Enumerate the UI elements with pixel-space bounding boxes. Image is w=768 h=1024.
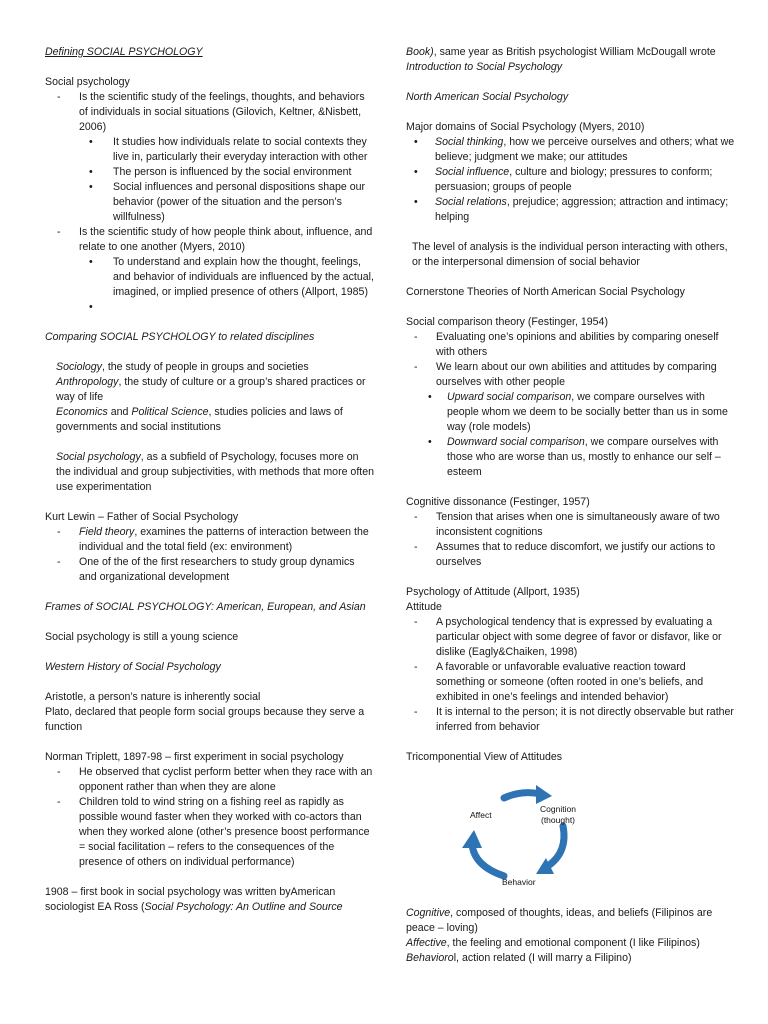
definition: , prejudice; aggression; attraction and intimacy; helping <box>435 196 729 223</box>
behavioral-line <box>406 951 736 966</box>
definition: , how we perceive ourselves and others; what we believe; judgment we make; our attitudes <box>435 136 735 163</box>
triplett-heading: Norman Triplett, 1897-98 – first experiment in social psychology <box>45 751 344 763</box>
definition: , the study of culture or a group’s shared practices or way of life <box>56 376 366 403</box>
cognition-text: Cognition <box>540 804 576 814</box>
book-title: Introduction to Social Psychology <box>406 61 563 73</box>
list-item: - We learn about our own abilities and attitudes by comparing ourselves with other people <box>406 360 736 390</box>
text: , same year as British psychologist William McDougall wrote <box>433 46 716 58</box>
anthropology-line <box>45 375 375 405</box>
definition-1: - Is the scientific study of the feelings, thoughts, and behaviors of individuals in social situations (Gilovich, Keltner, &Nisbett, 2006) <box>45 90 375 135</box>
list-item <box>406 390 736 435</box>
section-title-north-american: North American Social Psychology <box>406 91 569 103</box>
list-item: - Evaluating one’s opinions and abilities by comparing oneself with others <box>406 330 736 360</box>
list-item: - It is internal to the person; it is not directly observable but rather inferred from behavior <box>406 705 736 735</box>
book-title: Social Psychology: An Outline and Source <box>144 901 343 913</box>
list-item: - Children told to wind string on a fishing reel as rapidly as possible wound faster when they worked with co-actors than when they worked alone (other’s presence boost performance = social facilitation – refers to the consequences of the presence of others on individual performance) <box>45 795 375 870</box>
term: Cognitive <box>406 907 451 919</box>
term: Social relations <box>435 196 507 208</box>
attitude-heading: Psychology of Attitude (Allport, 1935) <box>406 586 580 598</box>
social-comparison-heading: Social comparison theory (Festinger, 1954) <box>406 316 608 328</box>
term: Social influence <box>435 166 510 178</box>
attitude-components <box>406 906 736 966</box>
analysis-paragraph: The level of analysis is the individual person interacting with others, or the interpersonal dimension of social behavior <box>412 241 728 268</box>
term: Affective <box>406 937 447 949</box>
domains-heading: Major domains of Social Psychology (Myers, 2010) <box>406 121 645 133</box>
affect-label: Affect <box>470 810 492 820</box>
cognitive-line <box>406 906 736 936</box>
behavior-label: Behavior <box>502 877 536 887</box>
book-continuation <box>406 45 736 75</box>
definition: , we compare ourselves with those who are worse than us, mostly to enhance our self – esteem <box>447 436 721 478</box>
term: Field theory <box>79 526 135 538</box>
sociology-line <box>45 360 375 375</box>
list-item: - A favorable or unfavorable evaluative reaction toward something or someone (often rooted in one’s beliefs, and exhibited in one’s feelings and intended behavior) <box>406 660 736 705</box>
list-item: • The person is influenced by the social environment <box>45 165 375 180</box>
social-psychology-line <box>45 450 375 495</box>
section-title-comparing: Comparing SOCIAL PSYCHOLOGY to related disciplines <box>45 331 315 343</box>
connector: and <box>107 406 132 418</box>
list-item: - He observed that cyclist perform better when they race with an opponent rather than when they are alone <box>45 765 375 795</box>
section-title-defining: Defining SOCIAL PSYCHOLOGY <box>45 46 203 58</box>
list-item: - One of the of the first researchers to study group dynamics and organizational development <box>45 555 375 585</box>
left-column <box>45 45 375 915</box>
young-science-line: Social psychology is still a young science <box>45 631 239 643</box>
definition: , culture and biology; pressures to conform; persuasion; groups of people <box>435 166 713 193</box>
arrow-cognition-to-behavior-icon <box>536 826 564 874</box>
tricomponential-diagram <box>456 782 606 890</box>
list-item: - Assumes that to reduce discomfort, we justify our actions to ourselves <box>406 540 736 570</box>
definition: l, action related (I will marry a Filipino) <box>453 952 632 964</box>
cornerstone-heading: Cornerstone Theories of North American Social Psychology <box>406 286 685 298</box>
term: Upward social comparison <box>447 391 572 403</box>
right-column <box>406 45 736 765</box>
term: Political Science <box>131 406 209 418</box>
list-item <box>406 135 736 165</box>
first-book-line <box>45 885 375 915</box>
tricomponential-heading: Tricomponential View of Attitudes <box>406 751 563 763</box>
section-title-western: Western History of Social Psychology <box>45 661 221 673</box>
section-title-frames: Frames of SOCIAL PSYCHOLOGY: American, European, and Asian <box>45 601 366 613</box>
list-item: - A psychological tendency that is expressed by evaluating a particular object with some degree of favor or disfavor, like or dislike (Eagly&Chaiken, 1998) <box>406 615 736 660</box>
book-title-end: Book) <box>406 46 434 58</box>
arrow-behavior-to-affect-icon <box>462 830 504 876</box>
list-item <box>406 435 736 480</box>
economics-line <box>45 405 375 435</box>
list-item <box>45 525 375 555</box>
affective-line <box>406 936 736 951</box>
definition-2: - Is the scientific study of how people think about, influence, and relate to one another (Myers, 2010) <box>45 225 375 255</box>
cognition-subtext: (thought) <box>540 815 576 825</box>
term: Economics <box>56 406 108 418</box>
term: Behavioro <box>406 952 454 964</box>
lewin-heading: Kurt Lewin – Father of Social Psychology <box>45 511 239 523</box>
aristotle-line: Aristotle, a person’s nature is inherently social <box>45 691 261 703</box>
definition: , as a subfield of Psychology, focuses more on the individual and group subjectivities, with methods that more often use experimentation <box>56 451 374 493</box>
term: Anthropology <box>56 376 119 388</box>
attitude-label: Attitude <box>406 601 442 613</box>
empty-list-item <box>45 300 375 315</box>
arrow-affect-to-cognition-icon <box>504 785 552 804</box>
list-item: - Tension that arises when one is simultaneously aware of two inconsistent cognitions <box>406 510 736 540</box>
cycle-arrows <box>456 782 606 890</box>
term: Sociology <box>56 361 102 373</box>
list-item: • It studies how individuals relate to social contexts they live in, particularly their everyday interaction with other <box>45 135 375 165</box>
term: Social psychology <box>56 451 141 463</box>
term: Social thinking <box>435 136 504 148</box>
cognition-label <box>534 804 582 826</box>
definition: , composed of thoughts, ideas, and beliefs (Filipinos are peace – loving) <box>406 907 713 934</box>
term: Downward social comparison <box>447 436 585 448</box>
cognitive-dissonance-heading: Cognitive dissonance (Festinger, 1957) <box>406 496 590 508</box>
list-item: • Social influences and personal dispositions shape our behavior (power of the situation and the person’s willfulness) <box>45 180 375 225</box>
definition: , the study of people in groups and societies <box>101 361 309 373</box>
list-item: • To understand and explain how the thought, feelings, and behavior of individuals are influenced by the actual, imagined, or implied presence of others (Allport, 1985) <box>45 255 375 300</box>
definition: , the feeling and emotional component (I like Filipinos) <box>446 937 700 949</box>
definition: , we compare ourselves with people whom we deem to be socially better than us in some way (role models) <box>447 391 728 433</box>
plato-line: Plato, declared that people form social groups because they serve a function <box>45 706 365 733</box>
definition: , examines the patterns of interaction between the individual and the total field (ex: environment) <box>79 526 369 553</box>
list-item <box>406 195 736 225</box>
definition: , studies policies and laws of governments and social institutions <box>56 406 343 433</box>
text: 1908 – first book in social psychology was written byAmerican sociologist EA Ross ( <box>45 886 336 913</box>
heading-social-psychology: Social psychology <box>45 76 130 88</box>
list-item <box>406 165 736 195</box>
